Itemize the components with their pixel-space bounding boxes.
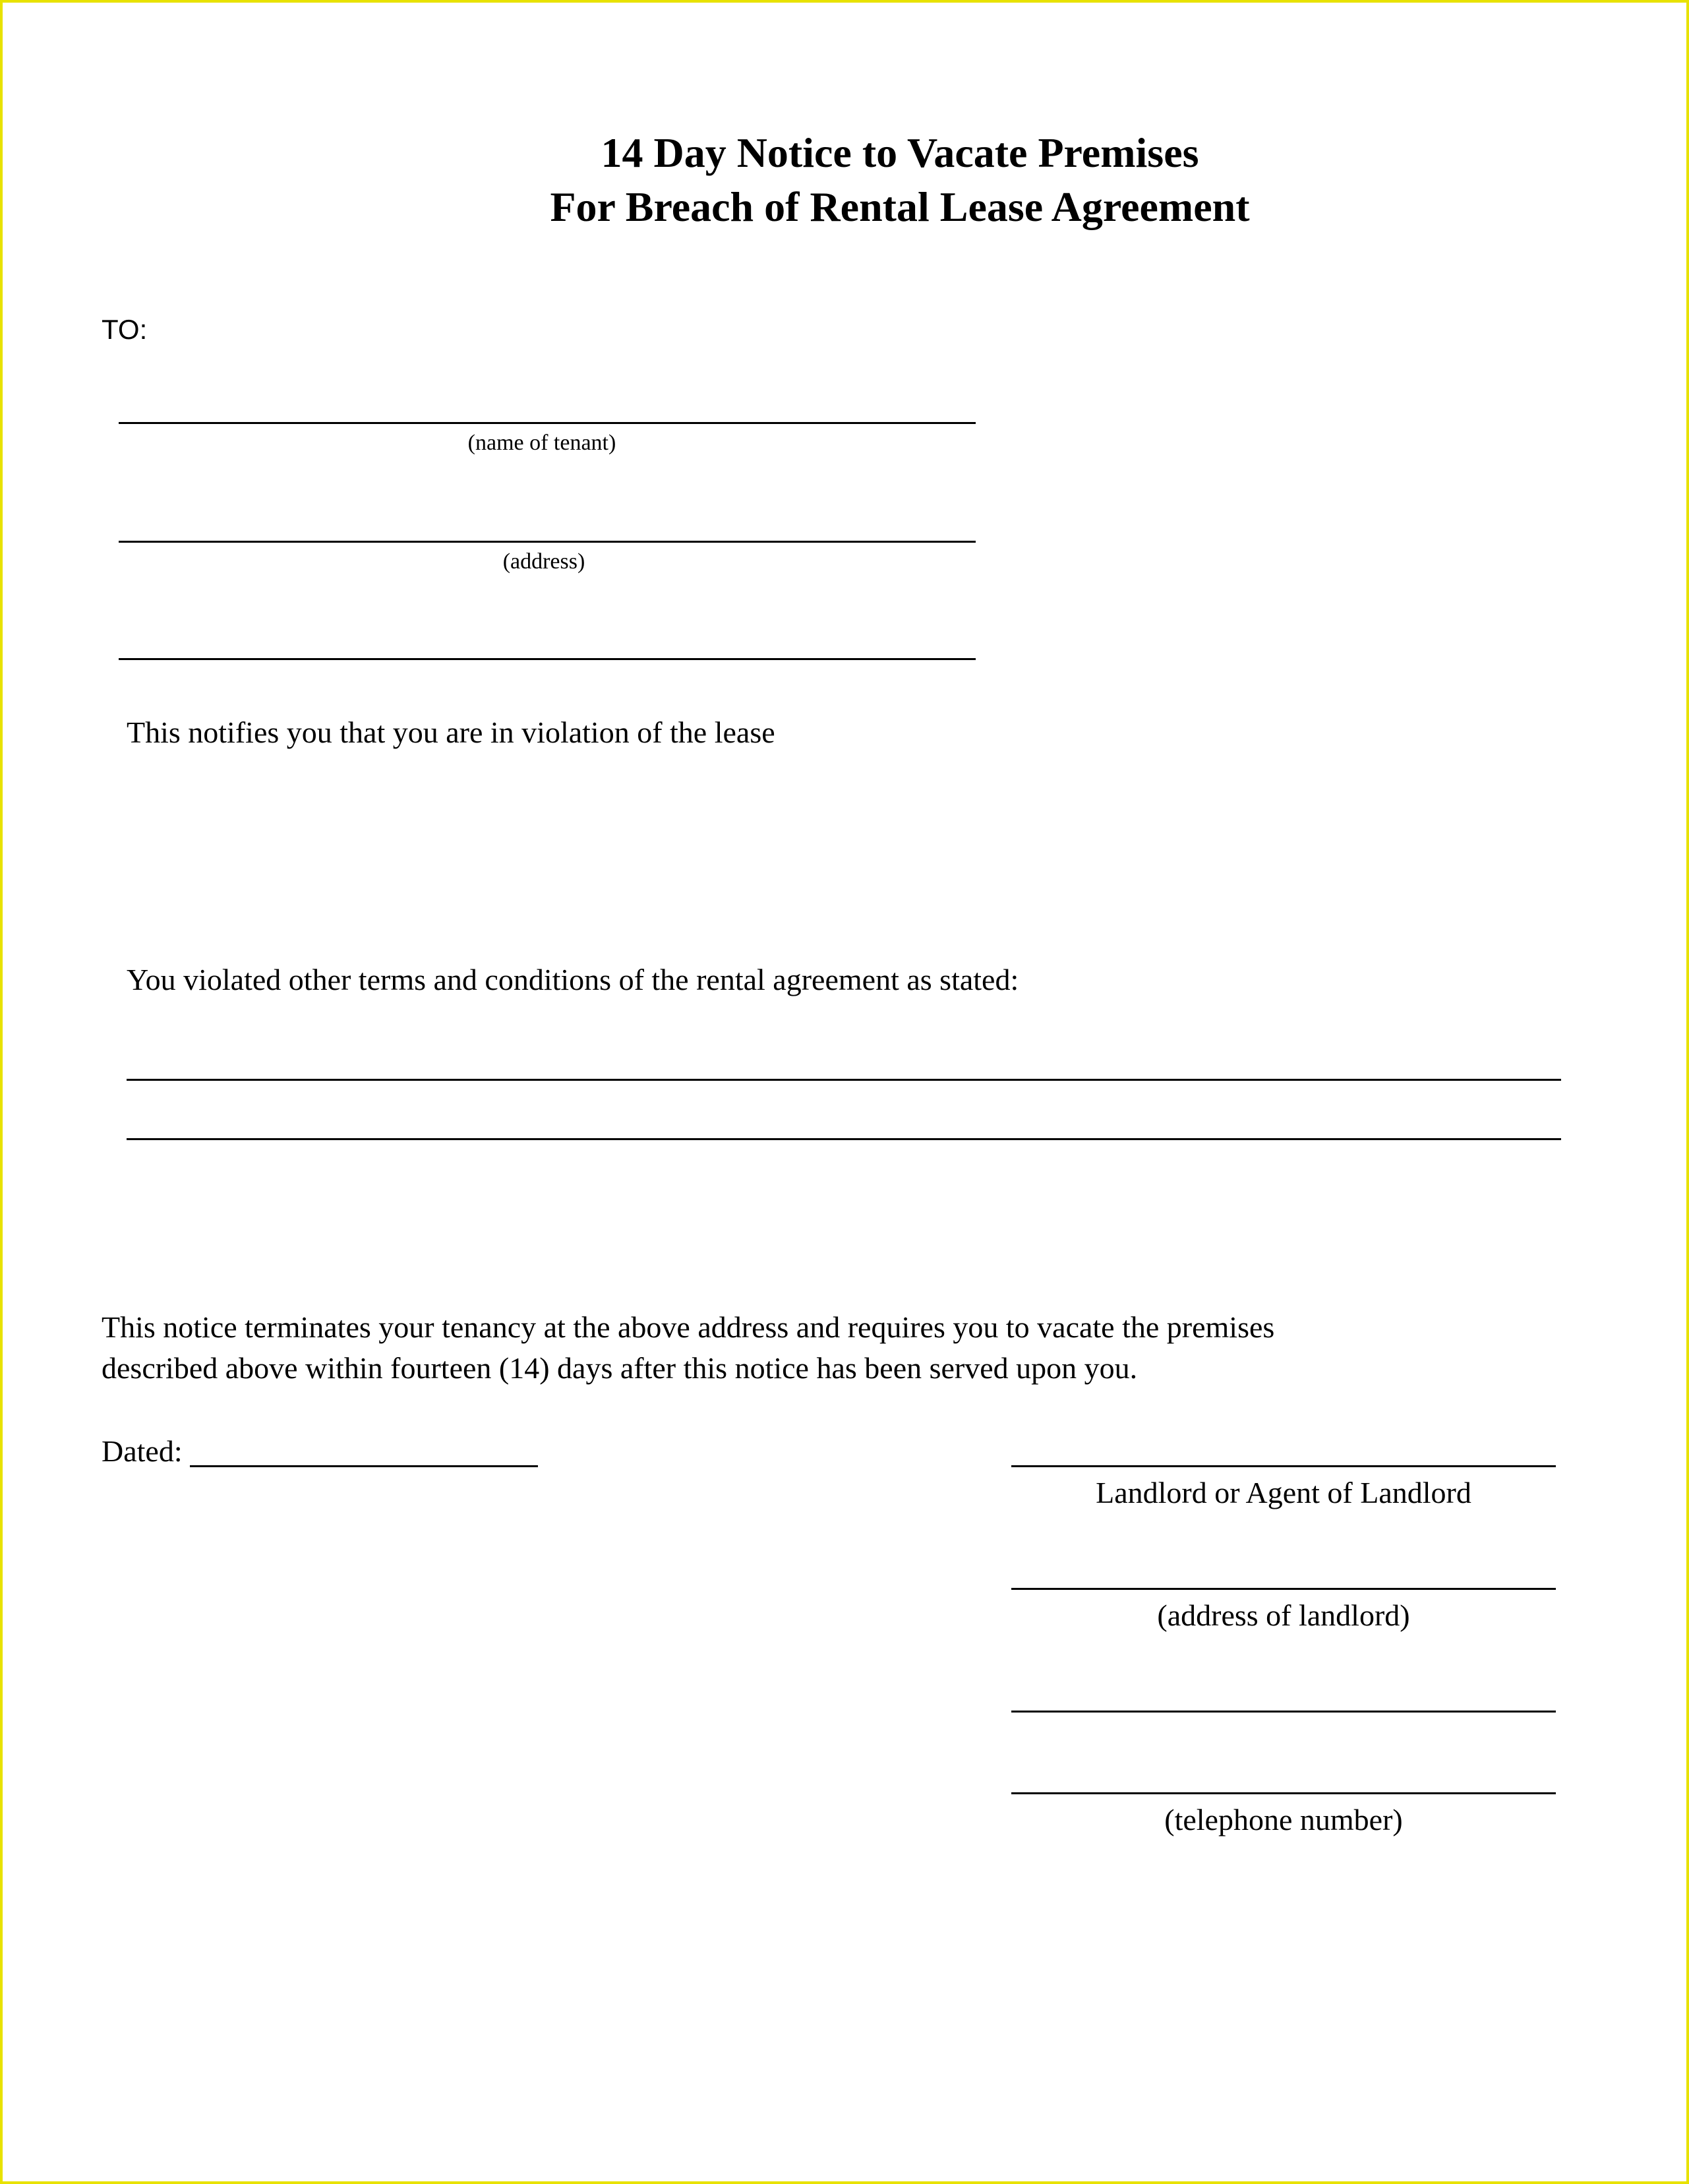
landlord-signature-caption: Landlord or Agent of Landlord <box>1096 1476 1471 1509</box>
tenant-address-line-2[interactable] <box>119 658 976 660</box>
dated-line[interactable] <box>190 1465 538 1467</box>
other-terms-text: You violated other terms and conditions of the rental agreement as stated: <box>127 963 1019 996</box>
document-title-line-2: For Breach of Rental Lease Agreement <box>550 183 1250 230</box>
dated-label: Dated: <box>102 1434 183 1468</box>
tenant-address-line[interactable] <box>119 541 976 543</box>
landlord-address-line[interactable] <box>1011 1588 1556 1590</box>
other-terms-line-2[interactable] <box>127 1138 1561 1140</box>
tenant-address-caption: (address) <box>502 549 585 574</box>
termination-text-line-2: described above within fourteen (14) days after this notice has been served upon you. <box>102 1351 1138 1385</box>
tenant-name-line[interactable] <box>119 422 976 424</box>
document-title-line-1: 14 Day Notice to Vacate Premises <box>601 129 1199 176</box>
landlord-signature-line[interactable] <box>1011 1465 1556 1467</box>
other-terms-line-1[interactable] <box>127 1079 1561 1081</box>
telephone-caption: (telephone number) <box>1164 1803 1403 1836</box>
tenant-name-caption: (name of tenant) <box>467 431 616 455</box>
violation-notice-text: This notifies you that you are in violation of the lease <box>127 715 775 749</box>
landlord-address-line-2[interactable] <box>1011 1711 1556 1713</box>
landlord-address-caption: (address of landlord) <box>1157 1598 1410 1632</box>
to-label: TO: <box>102 314 148 345</box>
telephone-line[interactable] <box>1011 1792 1556 1794</box>
termination-text-line-1: This notice terminates your tenancy at the above address and requires you to vacate the premises <box>102 1310 1275 1344</box>
